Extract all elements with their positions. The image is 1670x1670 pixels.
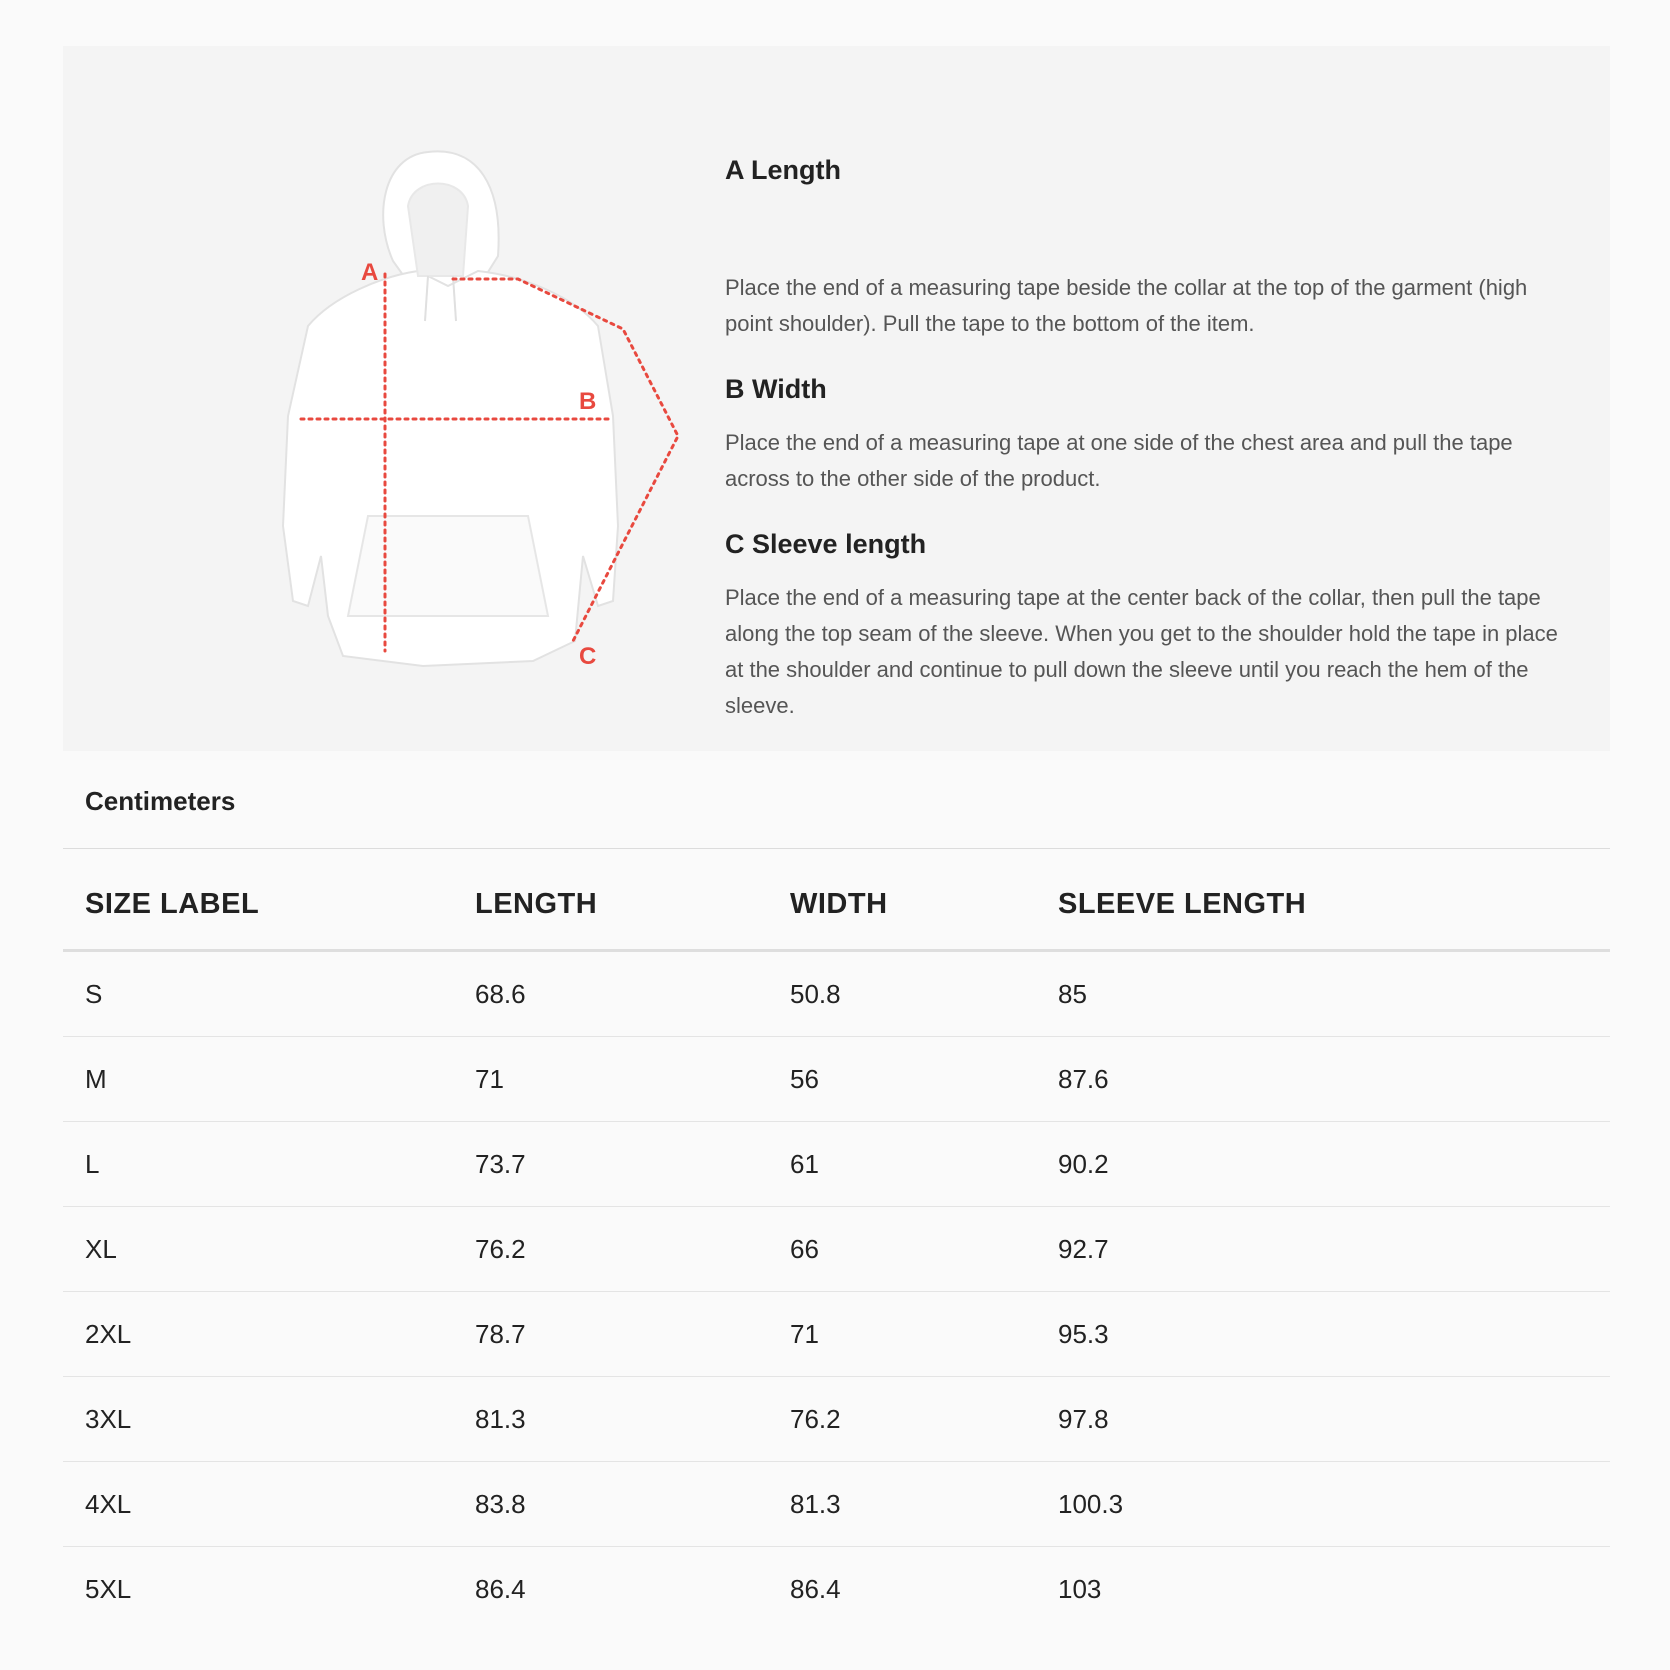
cell-length: 71 <box>475 1037 790 1122</box>
table-header-row <box>63 860 1610 951</box>
width-description: Place the end of a measuring tape at one side of the chest area and pull the tape across to the other side of the product. <box>725 430 1513 491</box>
table-row <box>63 1462 1610 1547</box>
length-heading: A Length <box>725 155 841 185</box>
cell-length: 73.7 <box>475 1122 790 1207</box>
cell-size: 5XL <box>85 1573 132 1604</box>
table-row <box>63 1207 1610 1292</box>
table-row <box>63 1292 1610 1377</box>
hoodie-illustration <box>213 96 713 716</box>
size-chart-table <box>63 860 1610 1631</box>
cell-sleeve-length: 92.7 <box>1058 1207 1610 1292</box>
width-heading: B Width <box>725 374 827 404</box>
sleeve-length-description: Place the end of a measuring tape at the center back of the collar, then pull the tape along the top seam of the sleeve. When you get to the shoulder hold the tape in place at the shoulder and continue to pull down the sleeve until you reach the hem of the sleeve. <box>725 585 1558 718</box>
cell-size: 3XL <box>63 1377 475 1462</box>
cell-size: 2XL <box>63 1292 475 1377</box>
table-row <box>63 951 1610 1037</box>
cell-width: 71 <box>790 1292 1058 1377</box>
cell-length: 81.3 <box>475 1377 790 1462</box>
cell-width: 61 <box>790 1122 1058 1207</box>
cell-sleeve-length: 97.8 <box>1058 1377 1610 1462</box>
cell-width: 56 <box>790 1037 1058 1122</box>
table-row <box>63 1122 1610 1207</box>
sleeve-length-heading: C Sleeve length <box>725 529 927 559</box>
marker-c: C <box>579 643 597 670</box>
cell-width: 76.2 <box>790 1377 1058 1462</box>
cell-sleeve-length: 103 <box>1058 1573 1102 1604</box>
cell-length: 83.8 <box>475 1462 790 1547</box>
cell-length: 68.6 <box>475 951 790 1037</box>
header-sleeve-length: SLEEVE LENGTH <box>1058 860 1610 951</box>
cell-size: S <box>63 951 475 1037</box>
unit-divider <box>63 848 1610 849</box>
cell-length: 76.2 <box>475 1207 790 1292</box>
measurement-guide-panel <box>63 46 1610 751</box>
cell-width: 86.4 <box>790 1573 841 1604</box>
table-row <box>63 1377 1610 1462</box>
length-description: Place the end of a measuring tape beside the collar at the top of the garment (high point shoulder). Pull the tape to the bottom of the item. <box>725 275 1528 336</box>
cell-width: 66 <box>790 1207 1058 1292</box>
cell-sleeve-length: 85 <box>1058 951 1610 1037</box>
cell-length: 78.7 <box>475 1292 790 1377</box>
cell-sleeve-length: 90.2 <box>1058 1122 1610 1207</box>
cell-sleeve-length: 87.6 <box>1058 1037 1610 1122</box>
cell-size: 4XL <box>63 1462 475 1547</box>
unit-label: Centimeters <box>85 786 236 816</box>
cell-sleeve-length: 95.3 <box>1058 1292 1610 1377</box>
cell-size: XL <box>63 1207 475 1292</box>
table-row <box>63 1547 1610 1632</box>
marker-b: B <box>579 388 597 415</box>
header-width: WIDTH <box>790 860 1058 951</box>
cell-length: 86.4 <box>475 1573 526 1604</box>
table-row <box>63 1037 1610 1122</box>
cell-sleeve-length: 100.3 <box>1058 1462 1610 1547</box>
cell-width: 81.3 <box>790 1462 1058 1547</box>
cell-size: L <box>63 1122 475 1207</box>
header-size-label: SIZE LABEL <box>63 860 475 951</box>
header-length: LENGTH <box>475 860 790 951</box>
cell-width: 50.8 <box>790 951 1058 1037</box>
cell-size: M <box>63 1037 475 1122</box>
marker-a: A <box>361 259 379 286</box>
hoodie-shape <box>283 151 618 666</box>
